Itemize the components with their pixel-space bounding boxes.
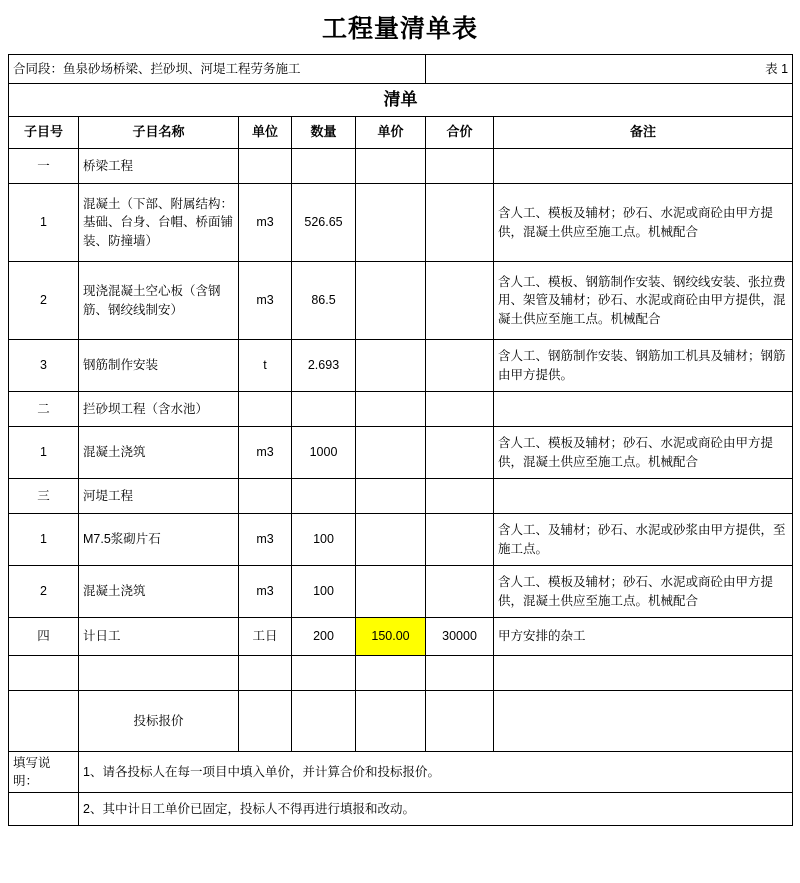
cell-unit: m3	[239, 427, 292, 479]
cell-name-total: 投标报价	[79, 691, 239, 752]
cell-name: 混凝土浇筑	[79, 427, 239, 479]
section-title: 清单	[9, 84, 793, 117]
cell-unit: m3	[239, 184, 292, 262]
cell-unit[interactable]	[239, 149, 292, 184]
cell-name: 拦砂坝工程（含水池）	[79, 392, 239, 427]
table-row	[9, 514, 793, 566]
cell-no: 一	[9, 149, 79, 184]
table-header-row	[9, 117, 793, 149]
cell-unit: t	[239, 340, 292, 392]
table-row	[9, 262, 793, 340]
cell-name[interactable]	[79, 656, 239, 691]
quantity-bill-table	[8, 54, 793, 826]
contract-row	[9, 55, 793, 84]
table-row	[9, 392, 793, 427]
table-row	[9, 149, 793, 184]
cell-price[interactable]	[356, 149, 426, 184]
note-label-empty	[9, 793, 79, 826]
contract-label: 合同段：鱼泉砂场桥梁、拦砂坝、河堤工程劳务施工	[9, 55, 426, 84]
cell-amount[interactable]	[426, 392, 494, 427]
cell-qty[interactable]	[292, 479, 356, 514]
cell-unit[interactable]	[239, 656, 292, 691]
cell-remark: 含人工、模板、钢筋制作安装、钢绞线安装、张拉费用、架管及辅材；砂石、水泥或商砼由甲方提供，混凝土供应至施工点。机械配合	[494, 262, 793, 340]
table-row	[9, 479, 793, 514]
cell-no: 1	[9, 514, 79, 566]
cell-qty: 526.65	[292, 184, 356, 262]
cell-qty[interactable]	[292, 149, 356, 184]
cell-unit[interactable]	[239, 479, 292, 514]
cell-price[interactable]	[356, 691, 426, 752]
cell-qty: 200	[292, 618, 356, 656]
cell-name: 现浇混凝土空心板（含钢筋、钢绞线制安）	[79, 262, 239, 340]
cell-qty: 100	[292, 566, 356, 618]
cell-amount[interactable]	[426, 691, 494, 752]
cell-no: 1	[9, 184, 79, 262]
cell-remark	[494, 149, 793, 184]
table-row	[9, 618, 793, 656]
cell-price[interactable]	[356, 392, 426, 427]
cell-price[interactable]	[356, 262, 426, 340]
cell-amount[interactable]	[426, 340, 494, 392]
cell-amount[interactable]	[426, 427, 494, 479]
cell-no: 1	[9, 427, 79, 479]
cell-amount[interactable]	[426, 656, 494, 691]
table-row-blank	[9, 656, 793, 691]
column-header-price: 单价	[356, 117, 426, 149]
cell-qty: 100	[292, 514, 356, 566]
cell-price[interactable]	[356, 656, 426, 691]
section-title-row	[9, 84, 793, 117]
table-row	[9, 340, 793, 392]
column-header-remark: 备注	[494, 117, 793, 149]
cell-unit[interactable]	[239, 691, 292, 752]
cell-no: 四	[9, 618, 79, 656]
note-line-1: 1、请各投标人在每一项目中填入单价，并计算合价和投标报价。	[79, 752, 793, 793]
cell-price[interactable]	[356, 514, 426, 566]
cell-amount[interactable]	[426, 566, 494, 618]
column-header-name: 子目名称	[79, 117, 239, 149]
cell-unit[interactable]	[239, 392, 292, 427]
cell-remark: 含人工、及辅材；砂石、水泥或砂浆由甲方提供，至施工点。	[494, 514, 793, 566]
cell-name: 计日工	[79, 618, 239, 656]
note-row-1	[9, 752, 793, 793]
note-label: 填写说明：	[9, 752, 79, 793]
cell-no: 二	[9, 392, 79, 427]
cell-name: 钢筋制作安装	[79, 340, 239, 392]
cell-unit: m3	[239, 514, 292, 566]
cell-no	[9, 691, 79, 752]
cell-amount[interactable]	[426, 149, 494, 184]
cell-price-highlighted[interactable]: 150.00	[356, 618, 426, 656]
cell-remark: 含人工、钢筋制作安装、钢筋加工机具及辅材；钢筋由甲方提供。	[494, 340, 793, 392]
cell-remark	[494, 392, 793, 427]
cell-amount: 30000	[426, 618, 494, 656]
note-line-2: 2、其中计日工单价已固定，投标人不得再进行填报和改动。	[79, 793, 793, 826]
cell-name: 桥梁工程	[79, 149, 239, 184]
cell-remark[interactable]	[494, 691, 793, 752]
cell-qty[interactable]	[292, 691, 356, 752]
cell-unit: m3	[239, 566, 292, 618]
cell-remark[interactable]	[494, 656, 793, 691]
page-title: 工程量清单表	[321, 16, 478, 43]
cell-name: 混凝土浇筑	[79, 566, 239, 618]
cell-remark	[494, 479, 793, 514]
cell-amount[interactable]	[426, 184, 494, 262]
cell-qty: 86.5	[292, 262, 356, 340]
cell-remark: 含人工、模板及辅材；砂石、水泥或商砼由甲方提供，混凝土供应至施工点。机械配合	[494, 184, 793, 262]
cell-remark: 含人工、模板及辅材；砂石、水泥或商砼由甲方提供，混凝土供应至施工点。机械配合	[494, 566, 793, 618]
cell-amount[interactable]	[426, 479, 494, 514]
cell-price[interactable]	[356, 479, 426, 514]
cell-unit: 工日	[239, 618, 292, 656]
sheet-number: 表 1	[426, 55, 793, 84]
cell-name: 混凝土（下部、附属结构：基础、台身、台帽、桥面铺装、防撞墙）	[79, 184, 239, 262]
cell-no: 3	[9, 340, 79, 392]
cell-unit: m3	[239, 262, 292, 340]
note-row-2	[9, 793, 793, 826]
cell-name: M7.5浆砌片石	[79, 514, 239, 566]
cell-qty[interactable]	[292, 656, 356, 691]
cell-qty[interactable]	[292, 392, 356, 427]
column-header-amount: 合价	[426, 117, 494, 149]
column-header-qty: 数量	[292, 117, 356, 149]
cell-name: 河堤工程	[79, 479, 239, 514]
cell-no[interactable]	[9, 656, 79, 691]
cell-no: 2	[9, 566, 79, 618]
cell-price[interactable]	[356, 340, 426, 392]
table-row	[9, 566, 793, 618]
cell-price[interactable]	[356, 184, 426, 262]
cell-price[interactable]	[356, 427, 426, 479]
cell-amount[interactable]	[426, 514, 494, 566]
cell-qty: 1000	[292, 427, 356, 479]
cell-price[interactable]	[356, 566, 426, 618]
column-header-unit: 单位	[239, 117, 292, 149]
cell-qty: 2.693	[292, 340, 356, 392]
table-row	[9, 184, 793, 262]
cell-no: 2	[9, 262, 79, 340]
table-row	[9, 427, 793, 479]
column-header-no: 子目号	[9, 117, 79, 149]
cell-amount[interactable]	[426, 262, 494, 340]
cell-remark: 甲方安排的杂工	[494, 618, 793, 656]
table-row-total	[9, 691, 793, 752]
cell-no: 三	[9, 479, 79, 514]
cell-remark: 含人工、模板及辅材；砂石、水泥或商砼由甲方提供，混凝土供应至施工点。机械配合	[494, 427, 793, 479]
